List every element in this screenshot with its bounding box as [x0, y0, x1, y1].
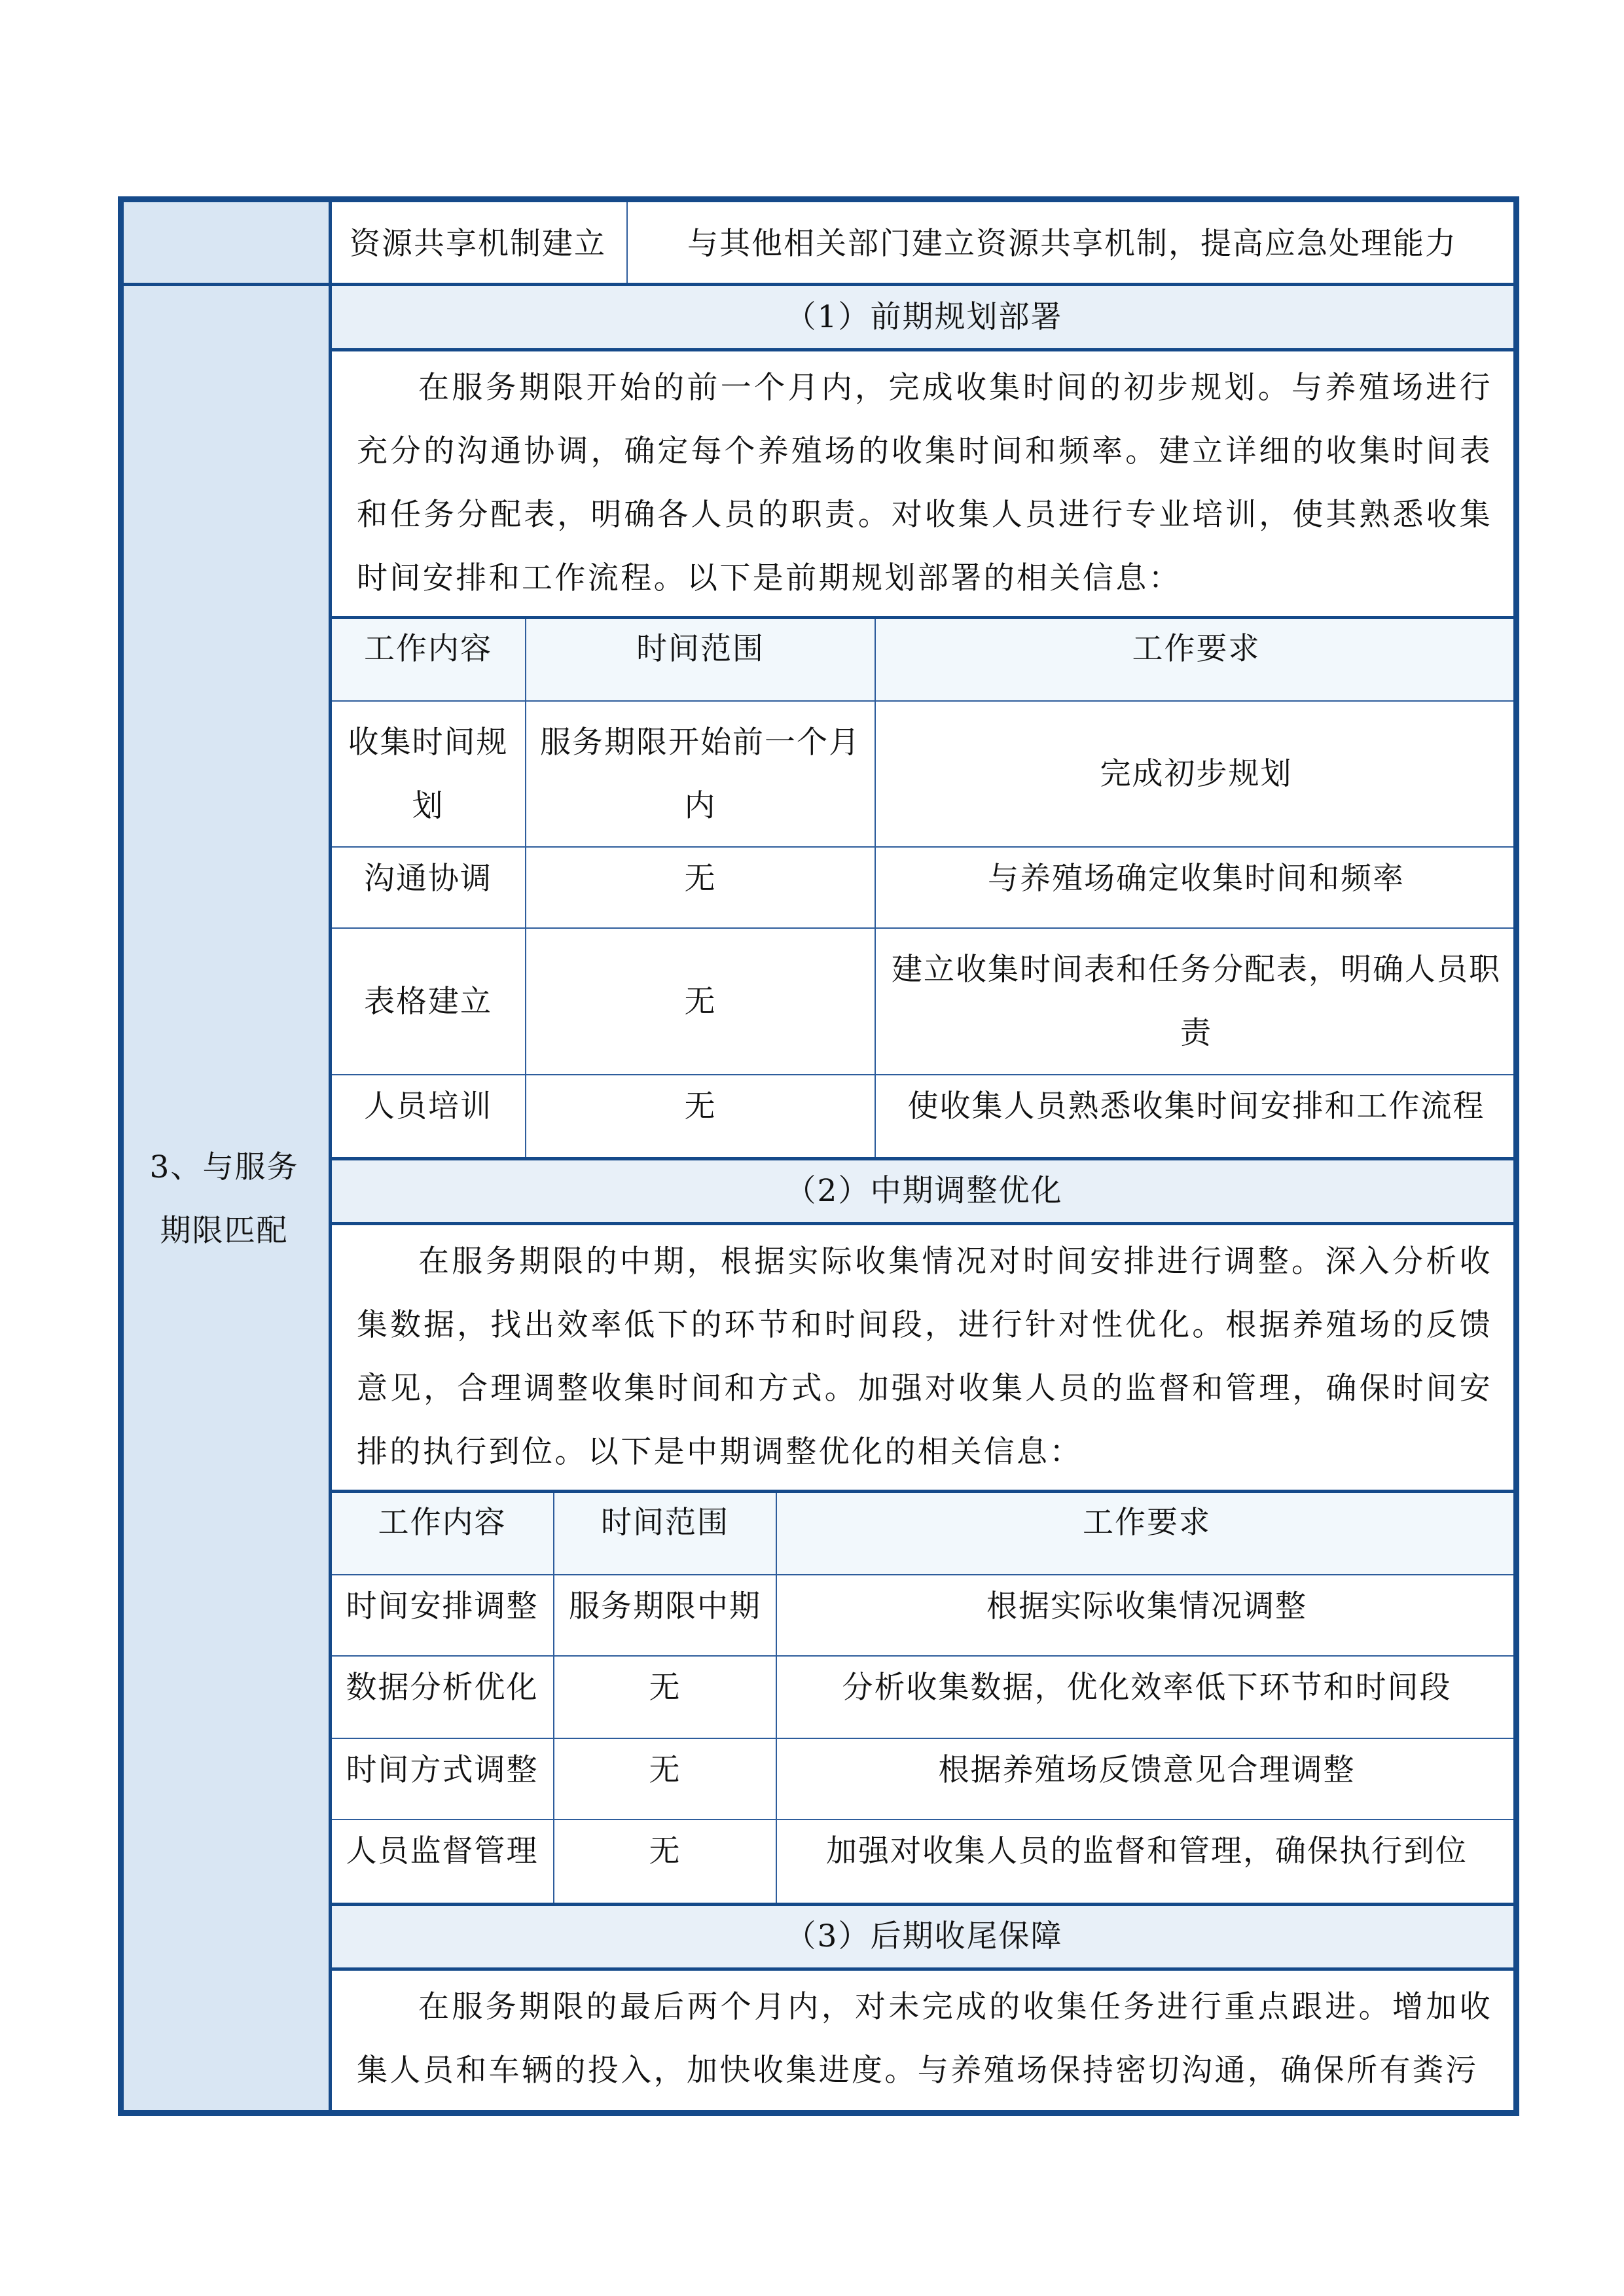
- t1-r1-time: 服务期限开始前一个月内: [540, 724, 861, 824]
- t2-header-time: 时间范围: [601, 1505, 729, 1541]
- t2-r3-content: 时间方式调整: [346, 1752, 539, 1788]
- resource-sharing-item: 资源共享机制建立: [350, 226, 606, 262]
- t1-r1-content: 收集时间规划: [348, 724, 509, 824]
- t2-r2-time: 无: [649, 1670, 681, 1706]
- t2-r4-time: 无: [649, 1833, 681, 1869]
- section-1-title: （1）前期规划部署: [785, 299, 1063, 335]
- t2-header-content: 工作内容: [378, 1505, 507, 1541]
- t2-r1-time: 服务期限中期: [569, 1588, 761, 1624]
- t1-r4-req: 使收集人员熟悉收集时间安排和工作流程: [907, 1088, 1485, 1124]
- t1-r3-content: 表格建立: [364, 983, 492, 1020]
- t1-r3-time: 无: [684, 983, 717, 1020]
- t1-r3-req: 建立收集时间表和任务分配表，明确人员职责: [892, 952, 1501, 1051]
- t2-r1-req: 根据实际收集情况调整: [986, 1588, 1307, 1624]
- t1-r1-req: 完成初步规划: [1100, 756, 1293, 792]
- t2-r1-content: 时间安排调整: [346, 1588, 539, 1624]
- section-2-paragraph: 在服务期限的中期，根据实际收集情况对时间安排进行调整。深入分析收集数据，找出效率低下的环节和时间段，进行针对性优化。根据养殖场的反馈意见，合理调整收集时间和方式。加强对收集人员的监督和管理，确保时间安排的执行到位。以下是中期调整优化的相关信息：: [357, 1244, 1492, 1470]
- t1-r2-time: 无: [684, 861, 717, 897]
- section-2-title: （2）中期调整优化: [785, 1173, 1063, 1209]
- left-label: 3、与服务期限匹配: [149, 1149, 299, 1249]
- section-1-paragraph: 在服务期限开始的前一个月内，完成收集时间的初步规划。与养殖场进行充分的沟通协调，确定每个养殖场的收集时间和频率。建立详细的收集时间表和任务分配表，明确各人员的职责。对收集人员进行专业培训，使其熟悉收集时间安排和工作流程。以下是前期规划部署的相关信息：: [357, 370, 1492, 596]
- t2-r3-req: 根据养殖场反馈意见合理调整: [938, 1752, 1356, 1788]
- t2-r2-content: 数据分析优化: [346, 1670, 539, 1706]
- t1-header-req: 工作要求: [1132, 631, 1261, 667]
- t2-r4-content: 人员监督管理: [346, 1833, 539, 1869]
- t1-r4-content: 人员培训: [364, 1088, 492, 1124]
- t1-r2-content: 沟通协调: [364, 861, 492, 897]
- section-3-title: （3）后期收尾保障: [785, 1918, 1063, 1954]
- t1-header-time: 时间范围: [636, 631, 765, 667]
- t1-r4-time: 无: [684, 1088, 717, 1124]
- outer-border: [118, 196, 1519, 2116]
- t2-r4-req: 加强对收集人员的监督和管理，确保执行到位: [826, 1833, 1468, 1869]
- t1-r2-req: 与养殖场确定收集时间和频率: [988, 861, 1405, 897]
- t2-r3-time: 无: [649, 1752, 681, 1788]
- t2-header-req: 工作要求: [1083, 1505, 1211, 1541]
- section-3-paragraph: 在服务期限的最后两个月内，对未完成的收集任务进行重点跟进。增加收集人员和车辆的投入，加快收集进度。与养殖场保持密切沟通，确保所有粪污: [357, 1989, 1492, 2089]
- t1-header-content: 工作内容: [364, 631, 492, 667]
- t2-r2-req: 分析收集数据，优化效率低下环节和时间段: [842, 1670, 1452, 1706]
- resource-sharing-desc: 与其他相关部门建立资源共享机制，提高应急处理能力: [687, 226, 1457, 262]
